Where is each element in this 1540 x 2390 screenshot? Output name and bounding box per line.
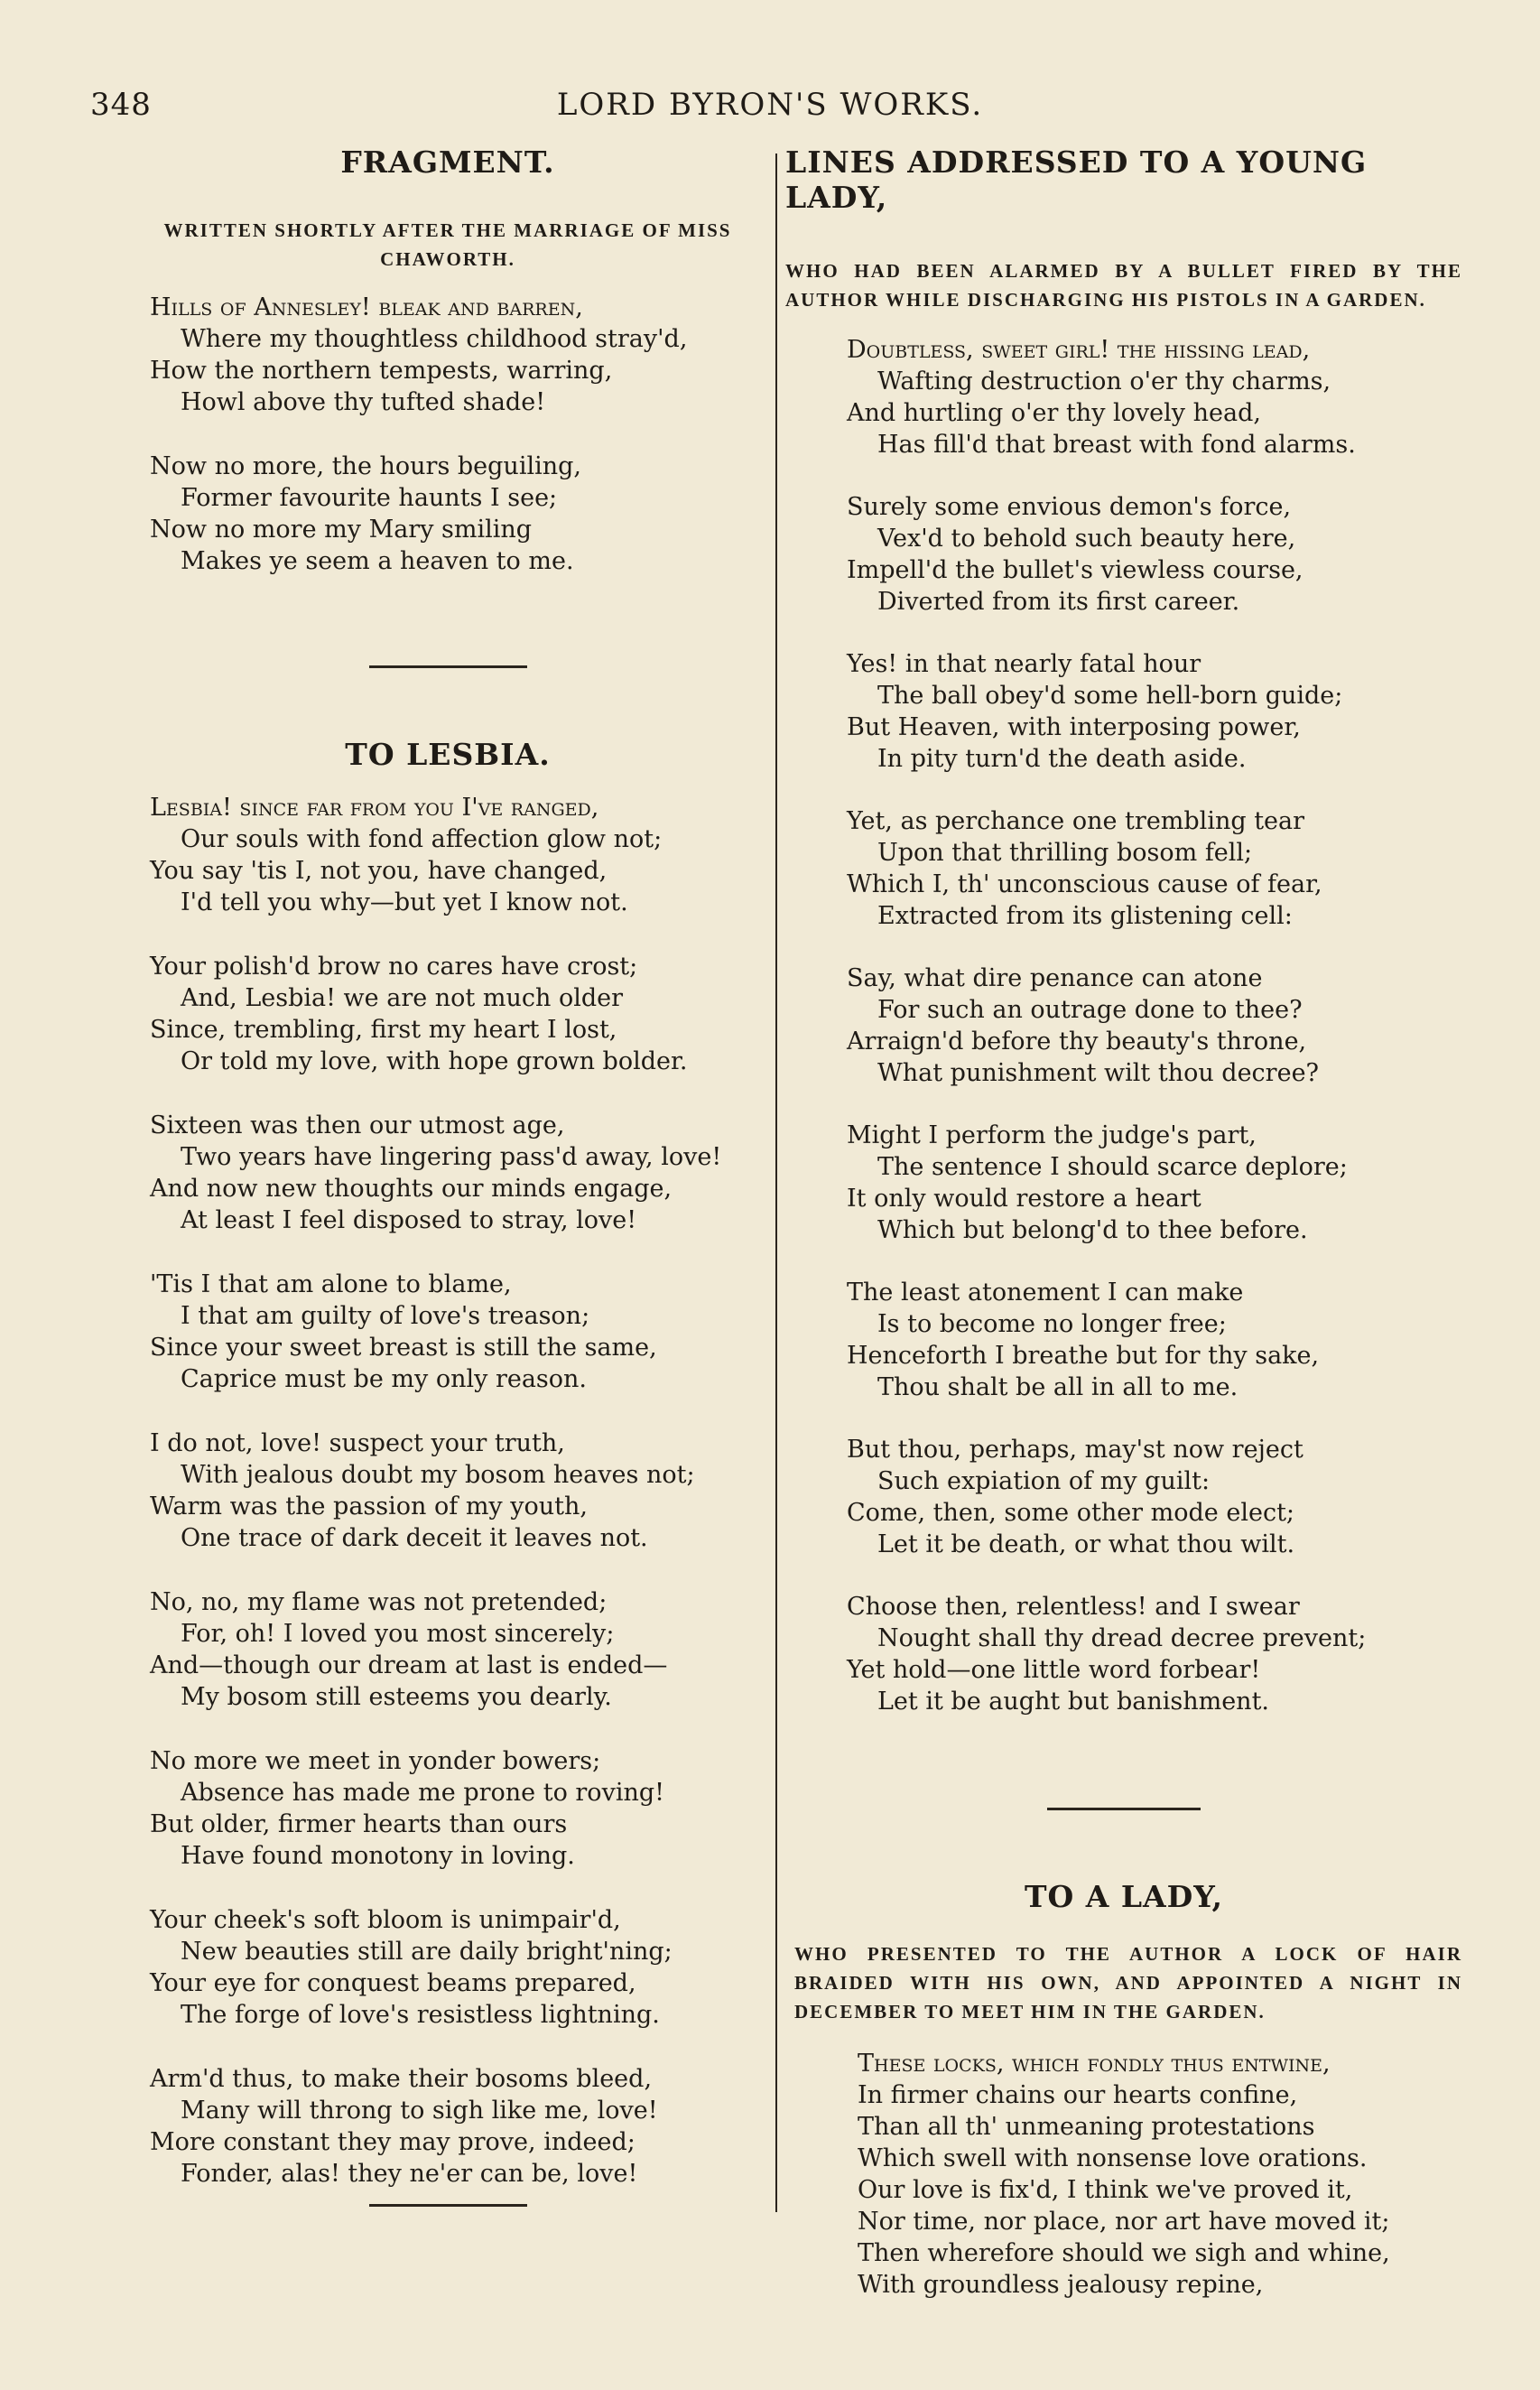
poem-subtitle: WRITTEN SHORTLY AFTER THE MARRIAGE OF MISS CHAWORTH. (163, 219, 732, 270)
verse-line: What punishment wilt thou decree? (877, 1059, 1320, 1087)
verse-line: Now no more, the hours beguiling, (150, 452, 581, 480)
verse-line: The forge of love's resistless lightning. (181, 2001, 660, 2029)
verse-line: Caprice must be my only reason. (181, 1365, 588, 1393)
stanza (150, 1427, 746, 1554)
verse-line: Surely some envious demon's force, (847, 493, 1292, 521)
poem-to-lesbia (150, 737, 746, 2190)
verse-line: But thou, perhaps, may'st now reject (847, 1436, 1303, 1464)
verse-line: Absence has made me prone to roving! (181, 1779, 664, 1807)
poem-lines-to-young-lady (785, 144, 1462, 1717)
stanza (150, 951, 746, 1077)
stanza (150, 451, 746, 577)
verse-line: Have found monotony in loving. (181, 1842, 575, 1870)
verse-line: Such expiation of my guilt: (877, 1467, 1211, 1495)
left-column (150, 144, 746, 2207)
stanza (847, 1591, 1462, 1717)
verse-line: Thou shalt be all in all to me. (877, 1373, 1238, 1401)
verse-line: Which but belong'd to thee before. (877, 1216, 1308, 1244)
verse-line: One trace of dark deceit it leaves not. (181, 1524, 648, 1552)
stanza (847, 805, 1462, 932)
poem-to-a-lady (785, 1879, 1462, 2301)
verse-line: The sentence I should scarce deplore; (877, 1153, 1348, 1181)
verse-line: Than all th' unmeaning protestations (858, 2113, 1315, 2141)
verse-line: Arraign'd before thy beauty's throne, (847, 1028, 1307, 1056)
verse-line: The ball obey'd some hell-born guide; (877, 682, 1343, 710)
column-divider (775, 153, 777, 2212)
verse-line: Yet, as perchance one trembling tear (847, 807, 1305, 835)
verse-line: And now new thoughts our minds engage, (150, 1175, 673, 1203)
section-rule (369, 665, 527, 668)
verse-line: Is to become no longer free; (877, 1310, 1227, 1338)
verse-line: Upon that thrilling bosom fell; (877, 839, 1253, 867)
stanza (847, 1120, 1462, 1246)
verse-line: Then wherefore should we sigh and whine, (858, 2239, 1390, 2267)
verse-line: How the northern tempests, warring, (150, 357, 613, 385)
verse-line: Warm was the passion of my youth, (150, 1493, 588, 1520)
section-rule (1047, 1808, 1201, 1810)
verse-line: In pity turn'd the death aside. (877, 745, 1247, 773)
verse-line: At least I feel disposed to stray, love! (181, 1206, 637, 1234)
verse-line: You say 'tis I, not you, have changed, (150, 857, 608, 885)
verse-line: No more we meet in yonder bowers; (150, 1747, 601, 1775)
poem-subtitle: WHO PRESENTED TO THE AUTHOR A LOCK OF HAIR BRAIDED WITH HIS OWN, AND APPOINTED A NIGHT IN DECEMBER TO MEET HIM IN THE GARDEN. (794, 1943, 1462, 2023)
verse-line: Nor time, nor place, nor art have moved it; (858, 2208, 1390, 2236)
verse-line: And—though our dream at last is ended— (150, 1651, 668, 1679)
verse-line-text: Lesbia! since far from you I've ranged, (150, 794, 599, 822)
verse-line: Wafting destruction o'er thy charms, (877, 367, 1331, 395)
section-rule (369, 2204, 527, 2207)
stanza (150, 1586, 746, 1713)
verse-line: Extracted from its glistening cell: (877, 902, 1293, 930)
verse-line: Your polish'd brow no cares have crost; (150, 953, 638, 981)
verse-line: Which swell with nonsense love orations. (858, 2144, 1368, 2172)
verse-line: Two years have lingering pass'd away, love! (181, 1143, 722, 1171)
verse-line: Since, trembling, first my heart I lost, (150, 1016, 617, 1044)
verse-line: It only would restore a heart (847, 1185, 1201, 1213)
stanza (150, 1269, 746, 1395)
verse-line: Choose then, relentless! and I swear (847, 1593, 1300, 1621)
verse-line: Might I perform the judge's part, (847, 1121, 1257, 1149)
verse-line: Or told my love, with hope grown bolder. (181, 1047, 688, 1075)
verse-line: Many will throng to sigh like me, love! (181, 2097, 658, 2125)
stanza (150, 292, 746, 418)
verse-line: Nought shall thy dread decree prevent; (877, 1624, 1367, 1652)
stanza (847, 1434, 1462, 1560)
verse-line: Henceforth I breathe but for thy sake, (847, 1342, 1320, 1370)
verse-line: Let it be aught but banishment. (877, 1688, 1270, 1716)
verse-line: Howl above thy tufted shade! (181, 388, 546, 416)
verse-line: But older, firmer hearts than ours (150, 1810, 568, 1838)
verse-line: With jealous doubt my bosom heaves not; (181, 1461, 695, 1489)
verse-line: Say, what dire penance can atone (847, 964, 1263, 992)
verse-line: Diverted from its first career. (877, 588, 1240, 616)
verse-line: Fonder, alas! they ne'er can be, love! (181, 2160, 638, 2188)
verse-line: And hurtling o'er thy lovely head, (847, 399, 1261, 427)
verse-line: More constant they may prove, indeed; (150, 2128, 635, 2156)
verse-line: Come, then, some other mode elect; (847, 1499, 1295, 1527)
verse-line: Yes! in that nearly fatal hour (847, 650, 1201, 678)
verse-line: Since your sweet breast is still the same, (150, 1334, 657, 1362)
verse-line: I do not, love! suspect your truth, (150, 1429, 565, 1457)
verse-line: No, no, my flame was not pretended; (150, 1588, 608, 1616)
verse-line-text: These locks, which fondly thus entwine, (858, 2050, 1331, 2078)
stanza (847, 1277, 1462, 1403)
right-column (785, 144, 1462, 2301)
verse-line: Former favourite haunts I see; (181, 484, 558, 512)
verse-line: Our love is fix'd, I think we've proved it, (858, 2176, 1353, 2204)
verse-line: Let it be death, or what thou wilt. (877, 1530, 1295, 1558)
verse-line: Impell'd the bullet's viewless course, (847, 556, 1303, 584)
page-number: 348 (90, 87, 152, 123)
verse-line: My bosom still esteems you dearly. (181, 1683, 612, 1711)
running-title: LORD BYRON'S WORKS. (556, 87, 984, 123)
verse-line (847, 334, 1462, 366)
poem-title: TO A LADY, (1024, 1879, 1224, 1914)
verse-line: Has fill'd that breast with fond alarms. (877, 431, 1356, 459)
verse-line-text: Doubtless, sweet girl! the hissing lead, (847, 336, 1311, 364)
poem-fragment (150, 144, 746, 577)
stanza (150, 792, 746, 918)
verse-line: Arm'd thus, to make their bosoms bleed, (150, 2065, 653, 2093)
verse-line: I that am guilty of love's treason; (181, 1302, 590, 1330)
verse-line: New beauties still are daily bright'ning; (181, 1938, 673, 1966)
verse-line (858, 2048, 1462, 2079)
stanza (847, 334, 1462, 460)
verse-line: Our souls with fond affection glow not; (181, 825, 663, 853)
poem-title: TO LESBIA. (345, 737, 551, 772)
verse-line: Sixteen was then our utmost age, (150, 1111, 565, 1139)
verse-line: And, Lesbia! we are not much older (181, 984, 624, 1012)
stanza (847, 491, 1462, 618)
page-header (0, 87, 1540, 132)
verse-line: Where my thoughtless childhood stray'd, (181, 325, 688, 353)
verse-line: Your eye for conquest beams prepared, (150, 1969, 636, 1997)
poem-title: FRAGMENT. (340, 144, 555, 180)
poem-subtitle: WHO HAD BEEN ALARMED BY A BULLET FIRED BY THE AUTHOR WHILE DISCHARGING HIS PISTOLS IN A GARDEN. (785, 260, 1462, 311)
poem-title: LINES ADDRESSED TO A YOUNG LADY, (785, 144, 1368, 215)
verse-line: I'd tell you why—but yet I know not. (181, 888, 628, 916)
stanza (858, 2048, 1462, 2301)
verse-line: The least atonement I can make (847, 1279, 1244, 1307)
stanza (150, 1745, 746, 1872)
verse-line: In firmer chains our hearts confine, (858, 2081, 1298, 2109)
verse-line: With groundless jealousy repine, (858, 2271, 1264, 2299)
verse-line: Your cheek's soft bloom is unimpair'd, (150, 1906, 621, 1934)
verse-line-text: Hills of Annesley! bleak and barren, (150, 293, 583, 321)
stanza (150, 1904, 746, 2031)
stanza (847, 648, 1462, 775)
verse-line: 'Tis I that am alone to blame, (150, 1270, 512, 1298)
stanza (150, 1110, 746, 1236)
verse-line: For, oh! I loved you most sincerely; (181, 1620, 615, 1648)
verse-line: Vex'd to behold such beauty here, (877, 525, 1296, 553)
verse-line: Yet hold—one little word forbear! (847, 1656, 1261, 1684)
verse-line (150, 792, 746, 823)
stanza (150, 2063, 746, 2190)
verse-line: Now no more my Mary smiling (150, 516, 533, 544)
verse-line: Which I, th' unconscious cause of fear, (847, 870, 1322, 898)
stanza (847, 963, 1462, 1089)
verse-line: But Heaven, with interposing power, (847, 713, 1301, 741)
verse-line: For such an outrage done to thee? (877, 996, 1303, 1024)
verse-line (150, 292, 746, 323)
verse-line: Makes ye seem a heaven to me. (181, 547, 574, 575)
